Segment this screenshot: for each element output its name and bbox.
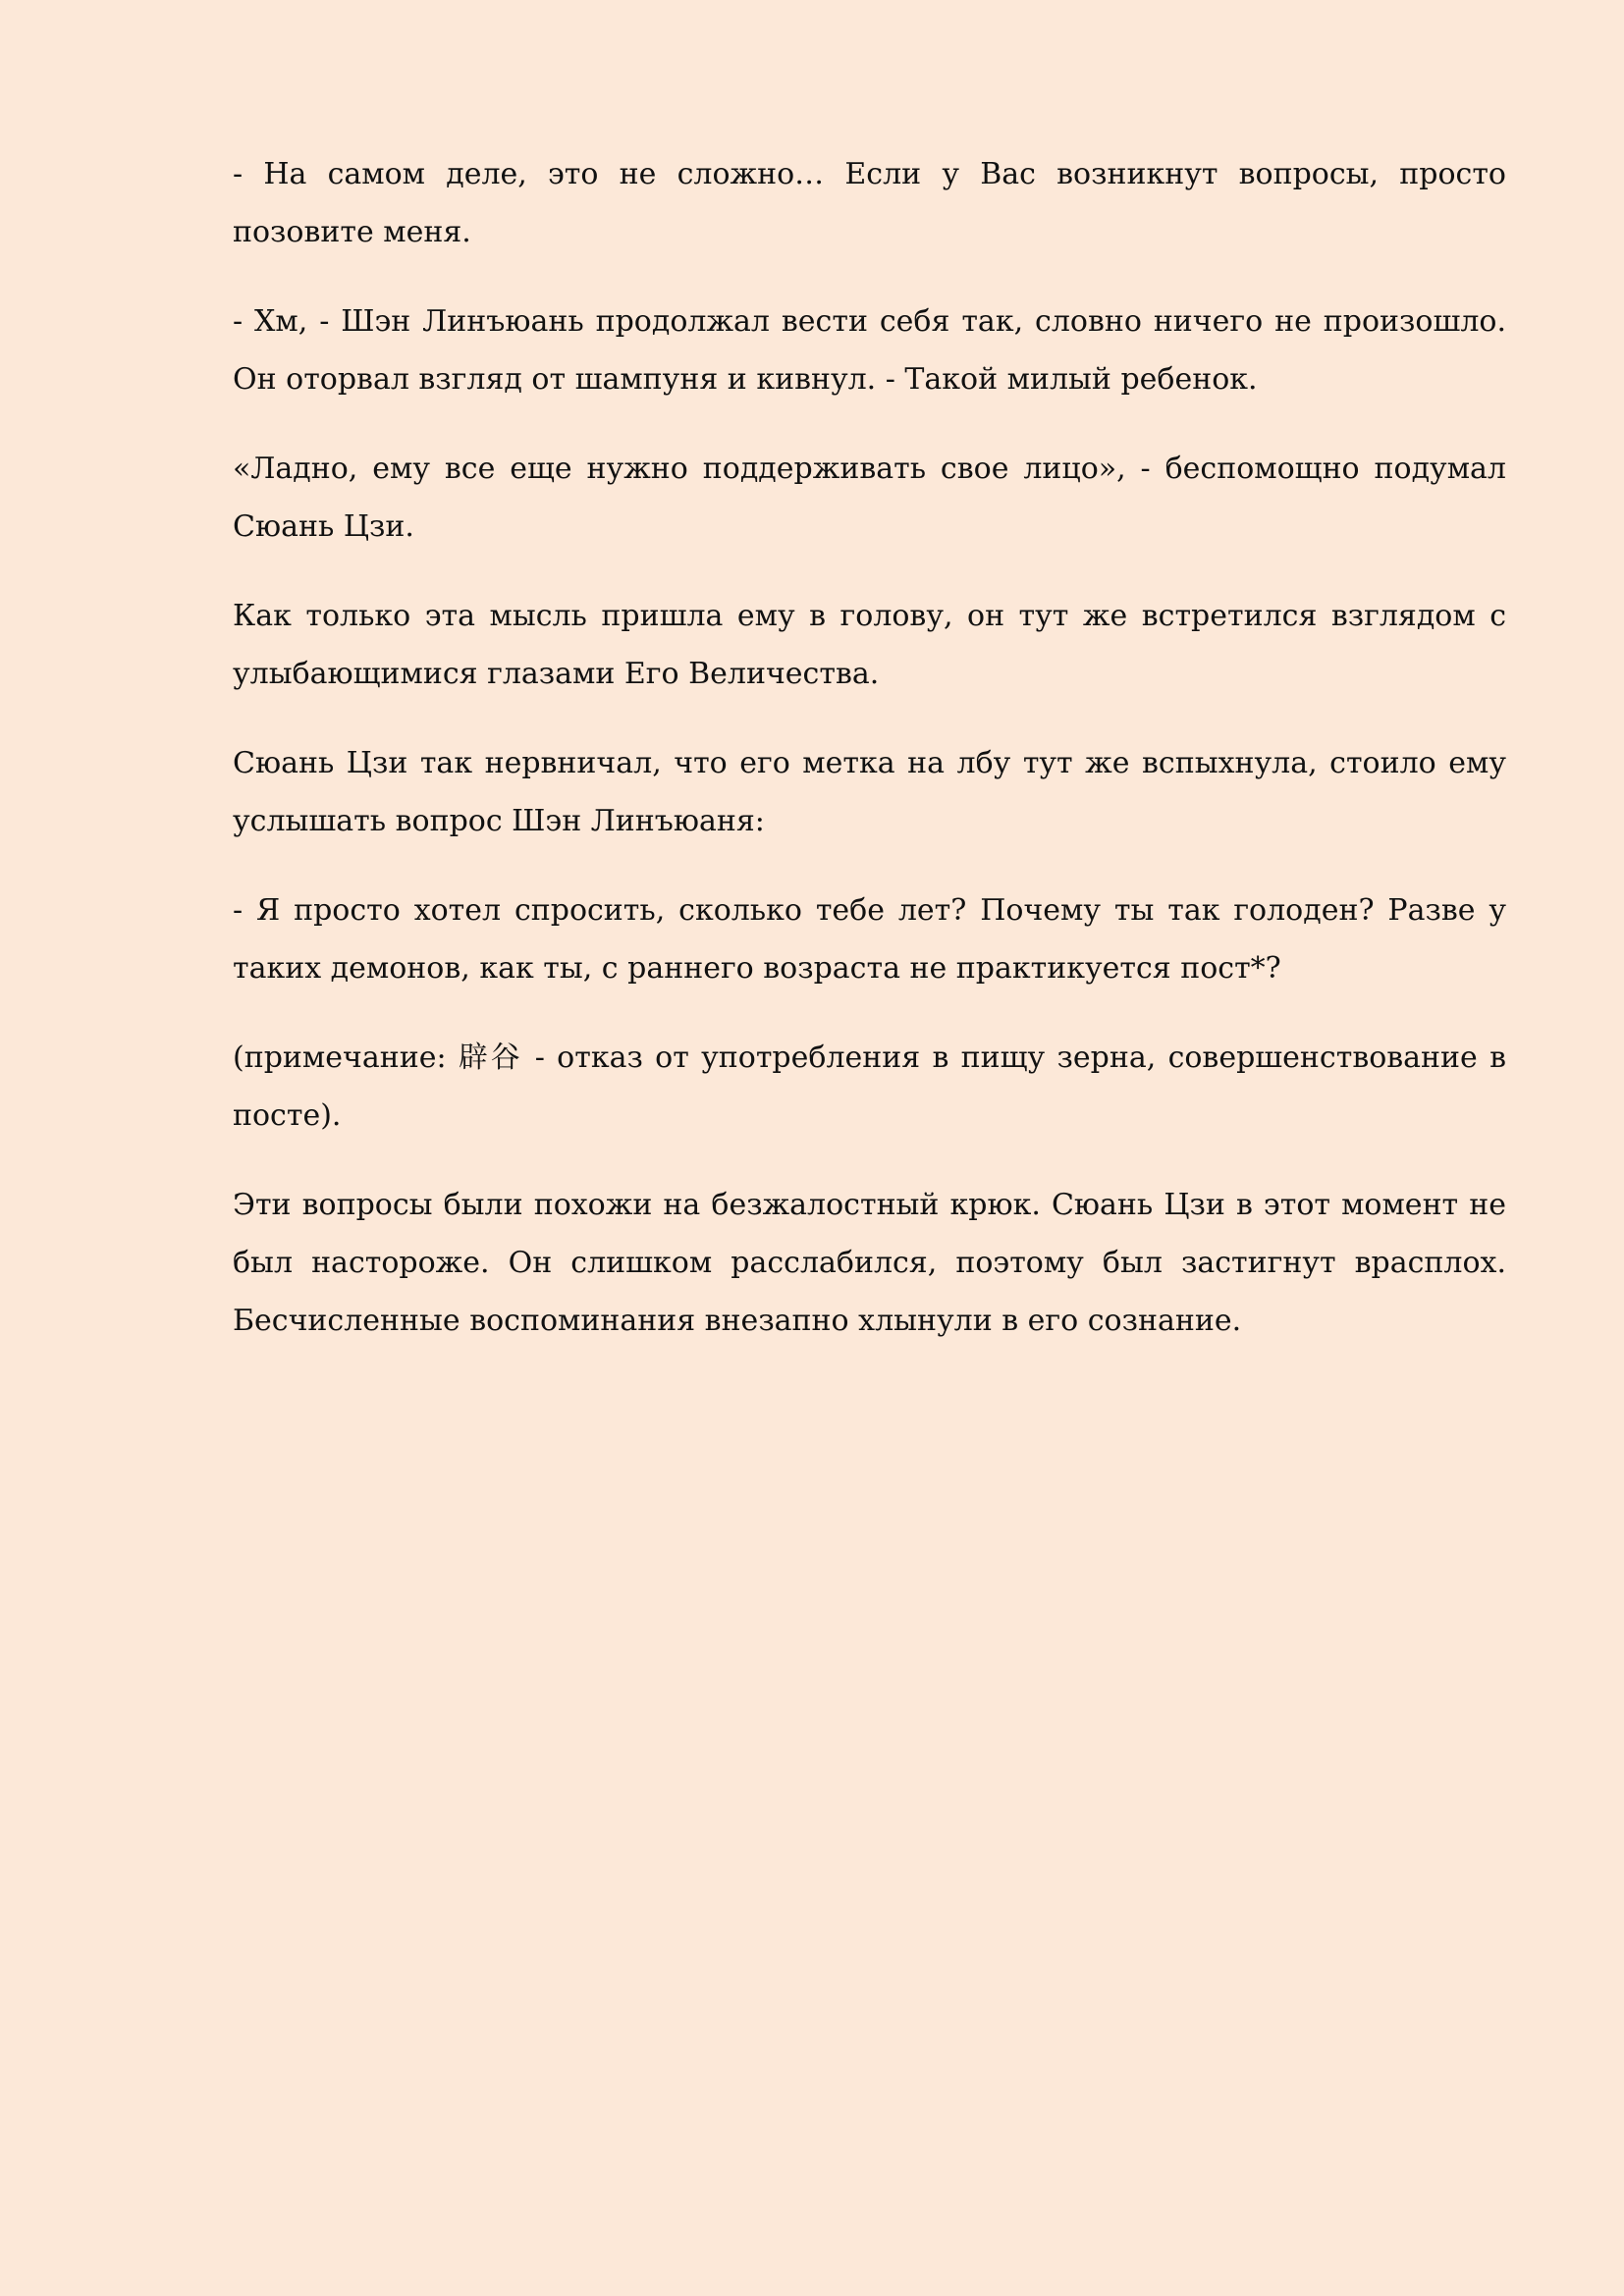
body-text <box>233 145 1506 1381</box>
paragraph: Эти вопросы были похожи на безжалостный крюк. Сюань Цзи в этот момент не был настороже. Он слишком расслабился, поэтому был застигнут врасплох. Бесчисленные воспоминания внезапно хлынули в его сознание. <box>233 1188 1506 1338</box>
paragraph: «Ладно, ему все еще нужно поддерживать свое лицо», - беспомощно подумал Сюань Цзи. <box>233 452 1506 544</box>
paragraph: Как только эта мысль пришла ему в голову, он тут же встретился взглядом с улыбающимися глазами Его Величества. <box>233 599 1506 691</box>
paragraph: - Хм, - Шэн Линъюань продолжал вести себя так, словно ничего не произошло. Он оторвал взгляд от шампуня и кивнул. - Такой милый ребенок. <box>233 304 1506 397</box>
paragraph: - На самом деле, это не сложно… Если у Вас возникнут вопросы, просто позовите меня. <box>233 157 1506 249</box>
paragraph: (примечание: 辟谷 - отказ от употребления в пищу зерна, совершенствование в посте). <box>233 1041 1506 1133</box>
paragraph: - Я просто хотел спросить, сколько тебе лет? Почему ты так голоден? Разве у таких демонов, как ты, с раннего возраста не практикуется пост*? <box>233 893 1506 986</box>
paragraph: Сюань Цзи так нервничал, что его метка на лбу тут же вспыхнула, стоило ему услышать вопрос Шэн Линъюаня: <box>233 746 1506 838</box>
